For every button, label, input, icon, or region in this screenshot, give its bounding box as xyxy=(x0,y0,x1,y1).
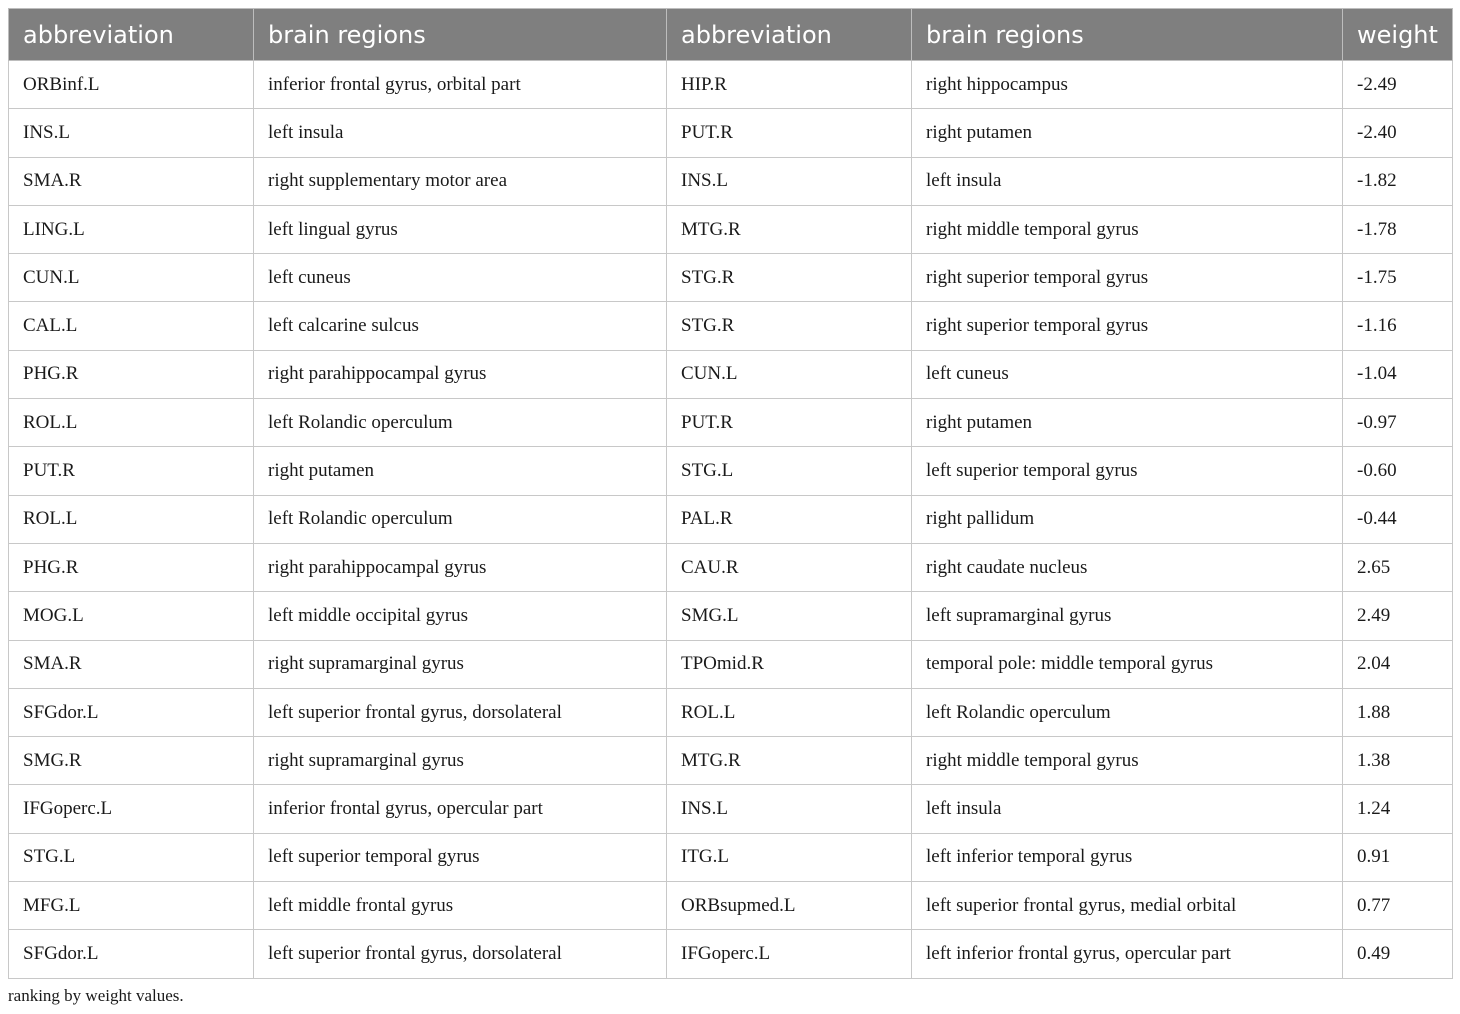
cell-weight: -1.75 xyxy=(1343,254,1453,302)
cell-brain-region-2: right putamen xyxy=(912,399,1343,447)
cell-weight: 0.77 xyxy=(1343,882,1453,930)
cell-brain-region-2: right hippocampus xyxy=(912,61,1343,109)
table-row xyxy=(9,543,1453,591)
cell-abbreviation-1: SMA.R xyxy=(9,157,254,205)
table-row xyxy=(9,785,1453,833)
cell-brain-region-1: left Rolandic operculum xyxy=(254,399,667,447)
cell-weight: 2.65 xyxy=(1343,543,1453,591)
cell-brain-region-2: right putamen xyxy=(912,109,1343,157)
cell-abbreviation-2: ITG.L xyxy=(667,833,912,881)
cell-abbreviation-1: LING.L xyxy=(9,205,254,253)
cell-brain-region-2: left inferior temporal gyrus xyxy=(912,833,1343,881)
cell-abbreviation-2: PUT.R xyxy=(667,399,912,447)
table-row xyxy=(9,833,1453,881)
cell-weight: 1.88 xyxy=(1343,688,1453,736)
table-row xyxy=(9,205,1453,253)
cell-abbreviation-1: SFGdor.L xyxy=(9,930,254,978)
cell-weight: 0.91 xyxy=(1343,833,1453,881)
cell-abbreviation-1: ROL.L xyxy=(9,399,254,447)
cell-weight: -2.49 xyxy=(1343,61,1453,109)
cell-abbreviation-1: CUN.L xyxy=(9,254,254,302)
cell-abbreviation-2: PUT.R xyxy=(667,109,912,157)
table-row xyxy=(9,495,1453,543)
cell-brain-region-2: right superior temporal gyrus xyxy=(912,254,1343,302)
cell-abbreviation-2: STG.R xyxy=(667,302,912,350)
cell-brain-region-2: left insula xyxy=(912,157,1343,205)
cell-abbreviation-2: INS.L xyxy=(667,785,912,833)
cell-abbreviation-1: PUT.R xyxy=(9,447,254,495)
cell-abbreviation-2: STG.R xyxy=(667,254,912,302)
cell-abbreviation-2: PAL.R xyxy=(667,495,912,543)
cell-weight: 0.49 xyxy=(1343,930,1453,978)
cell-brain-region-1: left superior frontal gyrus, dorsolateral xyxy=(254,688,667,736)
cell-abbreviation-1: ORBinf.L xyxy=(9,61,254,109)
table-row xyxy=(9,930,1453,978)
cell-abbreviation-2: MTG.R xyxy=(667,205,912,253)
cell-brain-region-2: left superior frontal gyrus, medial orbital xyxy=(912,882,1343,930)
cell-weight: -1.82 xyxy=(1343,157,1453,205)
cell-abbreviation-2: IFGoperc.L xyxy=(667,930,912,978)
cell-weight: -0.44 xyxy=(1343,495,1453,543)
cell-abbreviation-2: MTG.R xyxy=(667,737,912,785)
cell-brain-region-1: left superior temporal gyrus xyxy=(254,833,667,881)
cell-weight: -2.40 xyxy=(1343,109,1453,157)
table-body xyxy=(9,61,1453,979)
table-row xyxy=(9,61,1453,109)
table-row xyxy=(9,350,1453,398)
cell-brain-region-1: right supplementary motor area xyxy=(254,157,667,205)
cell-brain-region-1: left cuneus xyxy=(254,254,667,302)
cell-weight: -0.97 xyxy=(1343,399,1453,447)
header-abbreviation-1: abbreviation xyxy=(9,9,254,61)
cell-brain-region-2: left insula xyxy=(912,785,1343,833)
cell-abbreviation-2: HIP.R xyxy=(667,61,912,109)
cell-brain-region-2: right middle temporal gyrus xyxy=(912,205,1343,253)
cell-brain-region-2: left superior temporal gyrus xyxy=(912,447,1343,495)
table-row xyxy=(9,254,1453,302)
cell-abbreviation-2: SMG.L xyxy=(667,592,912,640)
cell-weight: 1.38 xyxy=(1343,737,1453,785)
cell-weight: 2.49 xyxy=(1343,592,1453,640)
cell-abbreviation-1: MOG.L xyxy=(9,592,254,640)
brain-regions-table xyxy=(8,8,1453,979)
cell-brain-region-2: right middle temporal gyrus xyxy=(912,737,1343,785)
header-weight: weight xyxy=(1343,9,1453,61)
cell-brain-region-1: right supramarginal gyrus xyxy=(254,640,667,688)
cell-abbreviation-1: MFG.L xyxy=(9,882,254,930)
cell-abbreviation-1: PHG.R xyxy=(9,350,254,398)
cell-brain-region-1: left lingual gyrus xyxy=(254,205,667,253)
cell-brain-region-2: left cuneus xyxy=(912,350,1343,398)
cell-brain-region-1: inferior frontal gyrus, orbital part xyxy=(254,61,667,109)
cell-brain-region-1: left insula xyxy=(254,109,667,157)
cell-abbreviation-2: ORBsupmed.L xyxy=(667,882,912,930)
table-row xyxy=(9,447,1453,495)
cell-abbreviation-2: STG.L xyxy=(667,447,912,495)
cell-brain-region-2: left supramarginal gyrus xyxy=(912,592,1343,640)
cell-brain-region-2: left Rolandic operculum xyxy=(912,688,1343,736)
cell-brain-region-1: left calcarine sulcus xyxy=(254,302,667,350)
table-footnote: ranking by weight values. xyxy=(8,986,184,1005)
cell-brain-region-1: left superior frontal gyrus, dorsolateral xyxy=(254,930,667,978)
cell-brain-region-1: inferior frontal gyrus, opercular part xyxy=(254,785,667,833)
cell-weight: 2.04 xyxy=(1343,640,1453,688)
header-brain-regions-1: brain regions xyxy=(254,9,667,61)
cell-weight: -1.04 xyxy=(1343,350,1453,398)
cell-brain-region-1: right putamen xyxy=(254,447,667,495)
table-header-row xyxy=(9,9,1453,61)
cell-abbreviation-1: INS.L xyxy=(9,109,254,157)
cell-weight: -1.16 xyxy=(1343,302,1453,350)
table-row xyxy=(9,882,1453,930)
cell-weight: -0.60 xyxy=(1343,447,1453,495)
cell-weight: -1.78 xyxy=(1343,205,1453,253)
cell-brain-region-2: right caudate nucleus xyxy=(912,543,1343,591)
header-brain-regions-2: brain regions xyxy=(912,9,1343,61)
data-table-container xyxy=(8,8,1452,979)
cell-brain-region-1: left Rolandic operculum xyxy=(254,495,667,543)
cell-abbreviation-1: PHG.R xyxy=(9,543,254,591)
table-row xyxy=(9,592,1453,640)
cell-abbreviation-1: SMG.R xyxy=(9,737,254,785)
cell-abbreviation-1: ROL.L xyxy=(9,495,254,543)
cell-abbreviation-2: CUN.L xyxy=(667,350,912,398)
header-abbreviation-2: abbreviation xyxy=(667,9,912,61)
cell-brain-region-2: temporal pole: middle temporal gyrus xyxy=(912,640,1343,688)
cell-brain-region-2: right superior temporal gyrus xyxy=(912,302,1343,350)
table-row xyxy=(9,399,1453,447)
cell-abbreviation-2: TPOmid.R xyxy=(667,640,912,688)
cell-abbreviation-2: INS.L xyxy=(667,157,912,205)
cell-abbreviation-1: SMA.R xyxy=(9,640,254,688)
cell-brain-region-1: right parahippocampal gyrus xyxy=(254,350,667,398)
cell-brain-region-1: left middle frontal gyrus xyxy=(254,882,667,930)
cell-brain-region-2: right pallidum xyxy=(912,495,1343,543)
cell-weight: 1.24 xyxy=(1343,785,1453,833)
table-row xyxy=(9,737,1453,785)
cell-brain-region-2: left inferior frontal gyrus, opercular part xyxy=(912,930,1343,978)
cell-abbreviation-2: CAU.R xyxy=(667,543,912,591)
cell-abbreviation-1: IFGoperc.L xyxy=(9,785,254,833)
table-row xyxy=(9,302,1453,350)
cell-abbreviation-1: STG.L xyxy=(9,833,254,881)
cell-brain-region-1: right supramarginal gyrus xyxy=(254,737,667,785)
cell-abbreviation-1: CAL.L xyxy=(9,302,254,350)
cell-brain-region-1: right parahippocampal gyrus xyxy=(254,543,667,591)
table-row xyxy=(9,640,1453,688)
table-row xyxy=(9,157,1453,205)
cell-abbreviation-1: SFGdor.L xyxy=(9,688,254,736)
cell-brain-region-1: left middle occipital gyrus xyxy=(254,592,667,640)
table-row xyxy=(9,109,1453,157)
cell-abbreviation-2: ROL.L xyxy=(667,688,912,736)
table-row xyxy=(9,688,1453,736)
